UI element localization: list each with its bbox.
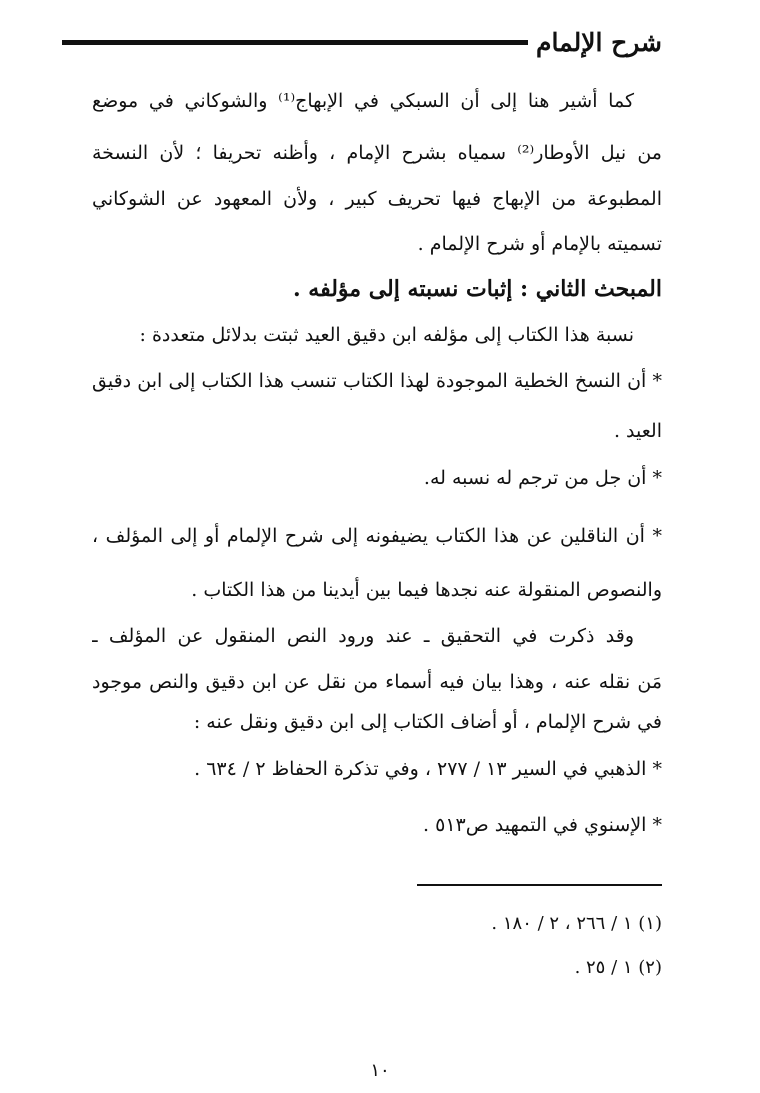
list-item: * أن الناقلين عن هذا الكتاب يضيفونه إلى شرح الإلمام أو إلى المؤلف ، bbox=[92, 525, 662, 547]
list-item: * أن جل من ترجم له نسبه له. bbox=[423, 467, 662, 489]
running-header bbox=[62, 22, 662, 62]
header-rule bbox=[62, 40, 528, 45]
body-line: وقد ذكرت في التحقيق ـ عند ورود النص المنقول عن المؤلف ـ bbox=[92, 625, 634, 647]
list-item: * الذهبي في السير ١٣ / ٢٧٧ ، وفي تذكرة الحفاظ ٢ / ٦٣٤ . bbox=[194, 758, 662, 780]
footnote-separator bbox=[417, 884, 662, 886]
body-line: مَن نقله عنه ، وهذا بيان فيه أسماء من نقل عن ابن دقيق والنص موجود bbox=[92, 671, 662, 693]
footnote: (١) ١ / ٢٦٦ ، ٢ / ١٨٠ . bbox=[491, 913, 662, 934]
list-item: * الإسنوي في التمهيد ص٥١٣ . bbox=[423, 814, 662, 836]
section-heading: المبحث الثاني : إثبات نسبته إلى مؤلفه . bbox=[292, 276, 662, 302]
body-line: في شرح الإلمام ، أو أضاف الكتاب إلى ابن دقيق ونقل عنه : bbox=[193, 711, 662, 733]
footnote: (٢) ١ / ٢٥ . bbox=[574, 957, 662, 978]
body-line: نسبة هذا الكتاب إلى مؤلفه ابن دقيق العيد ثبتت بدلائل متعددة : bbox=[139, 324, 634, 346]
list-item-continuation: والنصوص المنقولة عنه نجدها فيما بين أيدينا من هذا الكتاب . bbox=[191, 579, 662, 601]
page-number: ١٠ bbox=[370, 1060, 390, 1081]
list-item: * أن النسخ الخطية الموجودة لهذا الكتاب تنسب هذا الكتاب إلى ابن دقيق bbox=[92, 370, 662, 392]
body-line: كما أشير هنا إلى أن السبكي في الإبهاج⁽¹⁾ والشوكاني في موضع bbox=[92, 90, 634, 112]
body-line: المطبوعة من الإبهاج فيها تحريف كبير ، ولأن المعهود عن الشوكاني bbox=[92, 188, 662, 210]
body-line: من نيل الأوطار⁽²⁾ سمياه بشرح الإمام ، وأظنه تحريفا ؛ لأن النسخة bbox=[92, 142, 662, 164]
header-title: شرح الإلمام bbox=[536, 27, 662, 57]
body-line: تسميته بالإمام أو شرح الإلمام . bbox=[417, 233, 662, 255]
list-item-continuation: العيد . bbox=[613, 420, 662, 442]
